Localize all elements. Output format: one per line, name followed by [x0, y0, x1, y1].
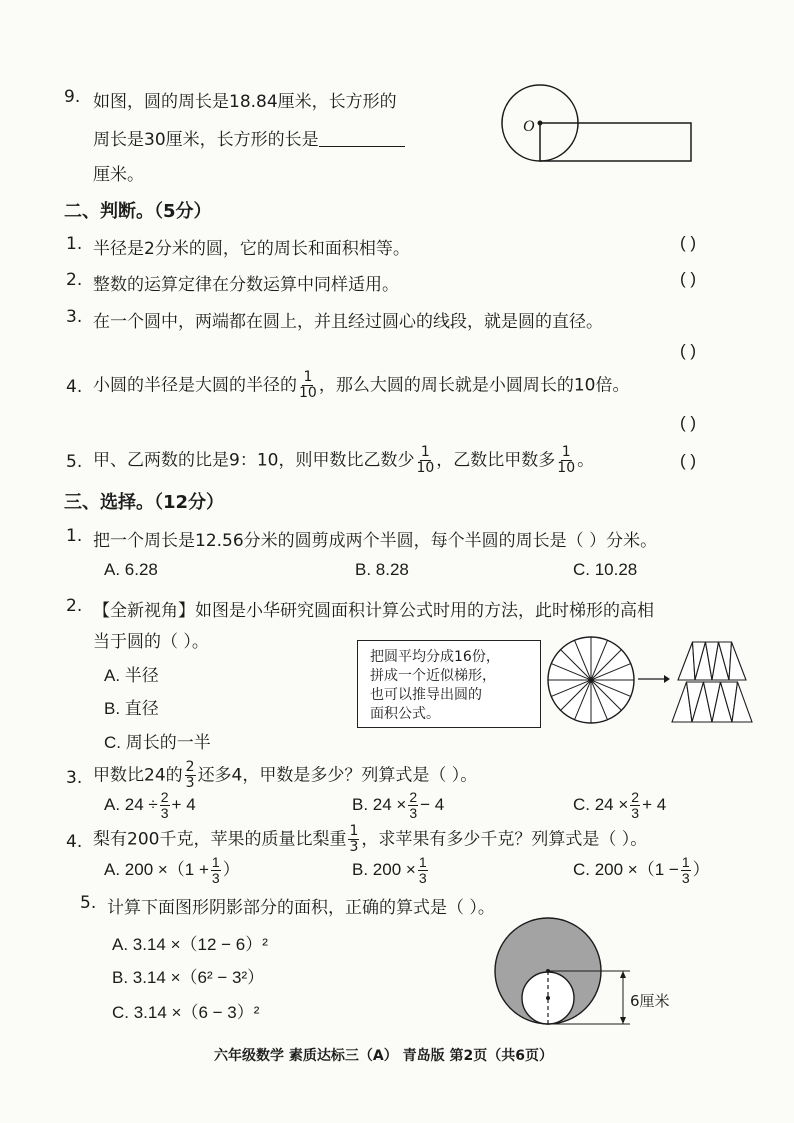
s3-q1-option-b[interactable]: B. 8.28	[355, 560, 409, 579]
s3-q5-text: 计算下面图形阴影部分的面积，正确的算式是（ ）。	[107, 898, 495, 918]
s3-q3-option-c[interactable]: C. 24 × $\frac{2}{3}$ + 4	[573, 789, 667, 821]
s3-q2-option-c[interactable]: C. 周长的一半	[104, 733, 211, 752]
s3-q2-option-b[interactable]: B. 直径	[104, 699, 159, 718]
s3-q2-note-line3: 也可以推导出圆的	[370, 687, 482, 703]
s2-item4-text	[93, 370, 629, 401]
s3-q2-note-line4: 面积公式。	[370, 706, 440, 722]
s3-q1-option-a[interactable]: A. 6.28	[104, 560, 158, 579]
s2-item5-text	[93, 445, 594, 476]
q9-text-line2-label: 周长是30厘米，长方形的长是	[93, 130, 319, 150]
s2-item4-text-a: 小圆的半径是大圆的半径的	[93, 375, 297, 396]
s2-item5-text-b: ，乙数比甲数多	[436, 450, 556, 471]
s3-q3-text-b: 还多4，甲数是多少？列算式是（ ）。	[197, 765, 478, 786]
s3-q2-number: 2.	[66, 596, 83, 616]
s2-item2-answer[interactable]: ( )	[680, 269, 697, 288]
s3-q2-note-line2: 拼成一个近似梯形，	[370, 668, 496, 684]
s3-q2-divided-circle-figure	[546, 635, 636, 725]
s2-item4-answer[interactable]: ( )	[680, 413, 697, 432]
trapezoid-triangle	[729, 642, 746, 680]
s2-item4-fraction: $\frac{1}{10}$	[299, 369, 317, 401]
s2-item1-answer[interactable]: ( )	[680, 233, 697, 252]
section2-title: 二、判断。（5分）	[64, 201, 212, 222]
s2-item3-answer[interactable]: ( )	[680, 341, 697, 360]
s3-q5-number: 5.	[80, 893, 97, 913]
page-footer: 六年级数学 素质达标三（A） 青岛版 第2页（共6页）	[214, 1048, 553, 1064]
s3-q4-text	[93, 824, 647, 855]
q9-circle-rectangle-figure	[495, 78, 700, 168]
section3-title: 三、选择。（12分）	[64, 492, 225, 513]
s2-item2-number: 2.	[66, 270, 83, 290]
s2-item2-text: 整数的运算定律在分数运算中同样适用。	[93, 275, 399, 295]
s2-item5-fraction2: $\frac{1}{10}$	[557, 444, 576, 476]
s2-item3-number: 3.	[66, 307, 83, 327]
s3-q5-option-b[interactable]: B. 3.14 ×（6² − 3²）	[112, 968, 265, 987]
s2-item1-number: 1.	[66, 234, 83, 254]
s2-item4-number: 4.	[66, 377, 83, 397]
s3-q5-option-a[interactable]: A. 3.14 ×（12 − 6）²	[112, 935, 268, 954]
s3-q4-text-b: ，求苹果有多少千克？列算式是（ ）。	[361, 829, 648, 850]
q9-text-line3: 厘米。	[93, 165, 144, 185]
q9-center-label: O	[523, 118, 535, 135]
s3-q1-number: 1.	[66, 526, 83, 546]
q9-text-line1: 如图，圆的周长是18.84厘米，长方形的	[93, 92, 397, 112]
s2-item5-number: 5.	[66, 452, 83, 472]
s2-item5-answer[interactable]: ( )	[680, 451, 697, 470]
s3-q5-shaded-circle-figure	[490, 918, 690, 1028]
s2-item5-fraction1: $\frac{1}{10}$	[416, 444, 435, 476]
s3-q3-number: 3.	[66, 768, 83, 788]
s3-q3-option-a[interactable]: A. 24 ÷ $\frac{2}{3}$ + 4	[104, 789, 196, 821]
s3-q5-option-c[interactable]: C. 3.14 ×（6 − 3）²	[112, 1003, 260, 1022]
s3-q3-text-a: 甲数比24的	[93, 765, 183, 786]
s3-q1-option-c[interactable]: C. 10.28	[573, 560, 638, 579]
s2-item4-text-b: ，那么大圆的周长就是小圆周长的10倍。	[318, 375, 630, 396]
s3-q1-text: 把一个周长是12.56分米的圆剪成两个半圆，每个半圆的周长是（ ）分米。	[93, 531, 658, 551]
s3-q2-trapezoid-figure	[672, 640, 752, 725]
s3-q4-fraction: $\frac{1}{3}$	[349, 823, 359, 855]
s3-q2-note-box	[357, 640, 541, 728]
s3-q3-text	[93, 760, 477, 791]
s2-item3-text: 在一个圆中，两端都在圆上，并且经过圆心的线段，就是圆的直径。	[93, 312, 603, 332]
s3-q2-option-a[interactable]: A. 半径	[104, 666, 159, 685]
q9-text-line2	[93, 125, 405, 150]
s2-item1-text: 半径是2分米的圆，它的周长和面积相等。	[93, 239, 410, 259]
q9-number: 9.	[64, 87, 81, 107]
s2-item5-text-a: 甲、乙两数的比是9：10，则甲数比乙数少	[93, 450, 415, 471]
s3-q4-option-a[interactable]: A. 200 ×（1 + $\frac{1}{3}$ ）	[104, 854, 240, 887]
s3-q2-arrow-icon	[638, 672, 670, 686]
q9-answer-blank[interactable]	[319, 146, 405, 147]
s3-q4-number: 4.	[66, 832, 83, 852]
s3-q5-dimension-label: 6厘米	[630, 992, 670, 1010]
s3-q3-option-b[interactable]: B. 24 × $\frac{2}{3}$ − 4	[352, 789, 445, 821]
s3-q4-text-a: 梨有200千克，苹果的质量比梨重	[93, 829, 347, 850]
s3-q2-text-line1: 【全新视角】如图是小华研究圆面积计算公式时用的方法，此时梯形的高相	[93, 601, 654, 621]
s3-q2-note-line1: 把圆平均分成16份，	[370, 649, 500, 665]
s2-item5-text-c: 。	[577, 450, 595, 471]
s3-q3-fraction: $\frac{2}{3}$	[185, 759, 195, 791]
s3-q4-option-b[interactable]: B. 200 × $\frac{1}{3}$	[352, 854, 427, 886]
s3-q2-text-line2: 当于圆的（ ）。	[93, 632, 209, 652]
s3-q4-option-c[interactable]: C. 200 ×（1 − $\frac{1}{3}$ ）	[573, 854, 710, 887]
